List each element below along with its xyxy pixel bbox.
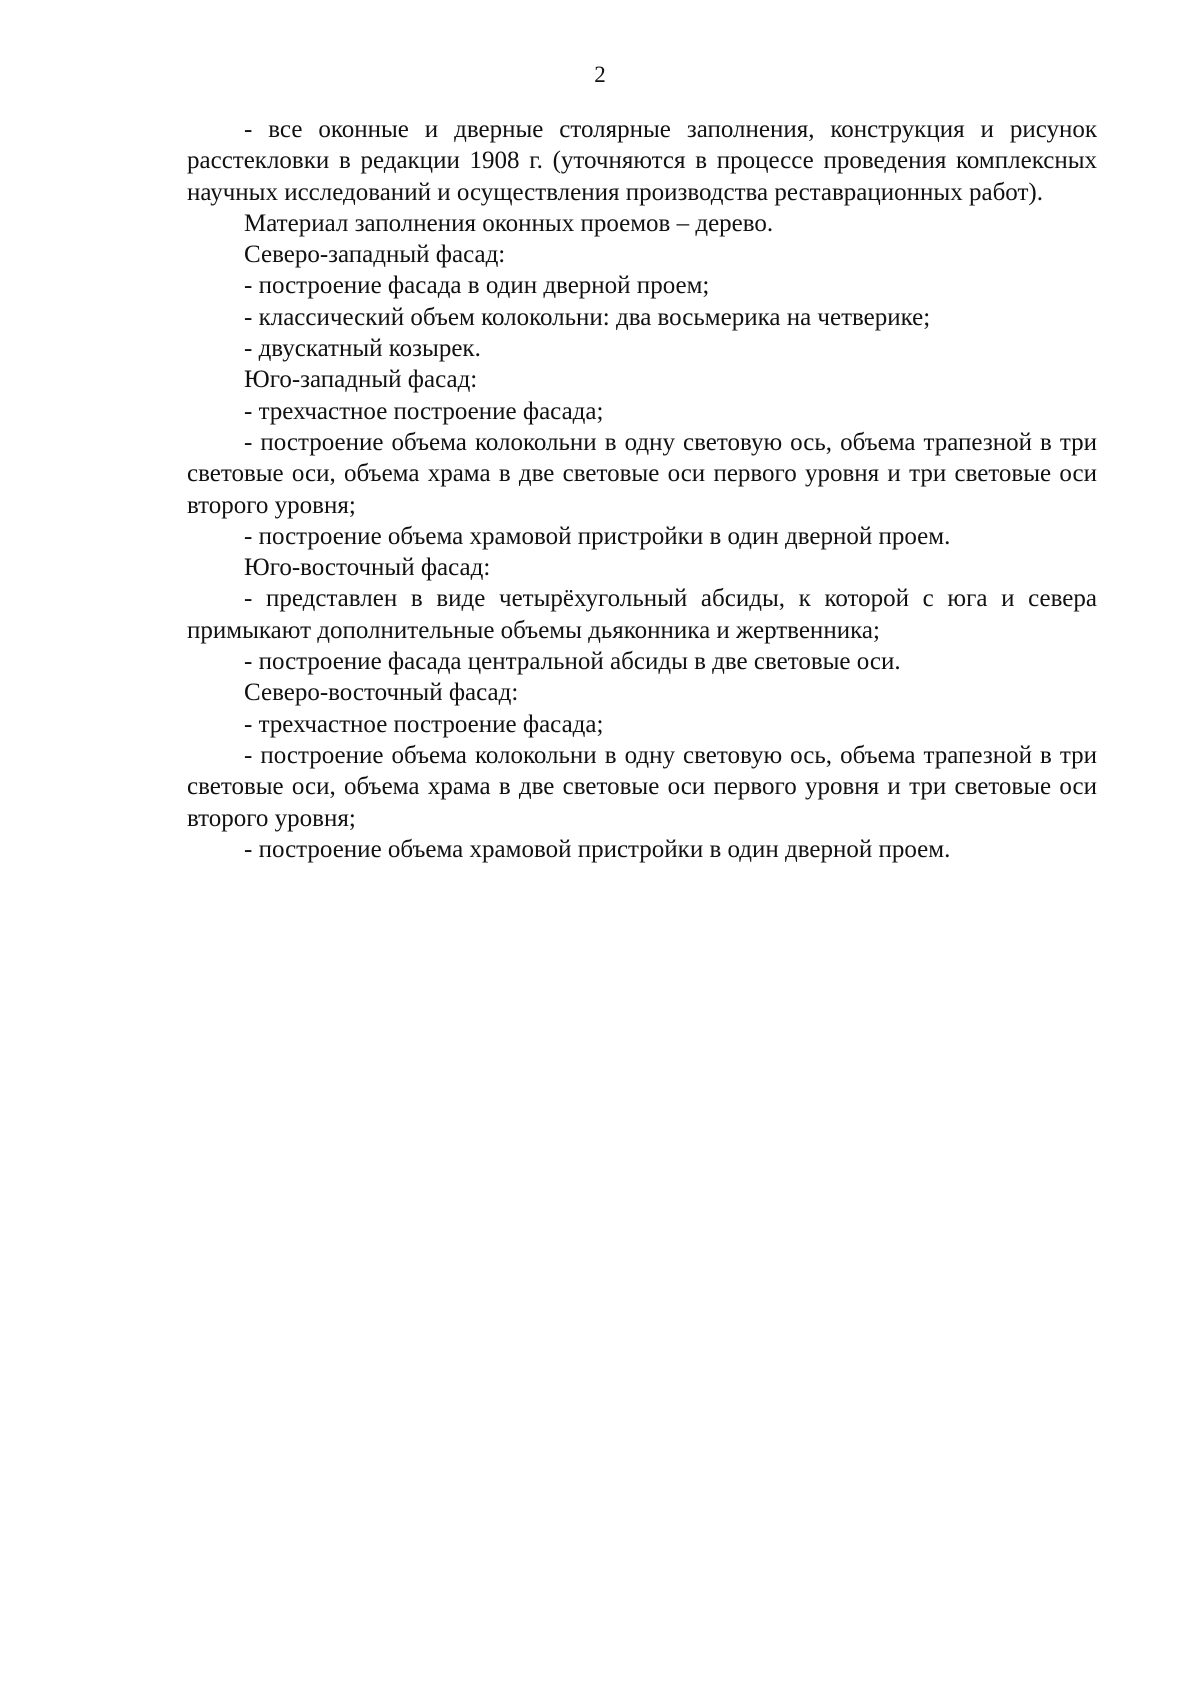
heading-northeast-facade: Северо-восточный фасад: [244, 679, 519, 707]
list-item: - классический объем колокольни: два восьмерика на четверике; [244, 303, 931, 331]
list-item: - трехчастное построение фасада; [244, 710, 604, 738]
list-item: - представлен в виде четырёхугольный абсиды, к которой с юга и севера примыкают дополнительные объемы дьяконника и жертвенника; [187, 585, 1097, 644]
heading-northwest-facade: Северо-западный фасад: [244, 241, 506, 269]
list-item: - построение объема храмовой пристройки в один дверной проем. [244, 835, 951, 863]
document-body [187, 114, 1097, 865]
page-number: 2 [594, 62, 606, 87]
heading-southwest-facade: Юго-западный фасад: [244, 366, 478, 394]
list-item: - трехчастное построение фасада; [244, 397, 604, 425]
list-item: - построение объема колокольни в одну световую ось, объема трапезной в три световые оси, объема храма в две световые оси первого уровня и три световые оси второго уровня; [187, 741, 1097, 832]
heading-southeast-facade: Юго-восточный фасад: [244, 554, 491, 582]
list-item: - двускатный козырек. [244, 335, 481, 363]
list-item: - построение фасада центральной абсиды в две световые оси. [244, 648, 901, 676]
paragraph-windows-doors: - все оконные и дверные столярные заполнения, конструкция и рисунок расстекловки в редакции 1908 г. (уточняются в процессе проведения комплексных научных исследований и осуществления производства реставрационных работ). [187, 116, 1097, 206]
list-item: - построение фасада в один дверной проем; [244, 272, 710, 300]
list-item: - построение объема храмовой пристройки в один дверной проем. [244, 522, 951, 550]
list-item: - построение объема колокольни в одну световую ось, объема трапезной в три световые оси, объема храма в две световые оси первого уровня и три световые оси второго уровня; [187, 428, 1097, 519]
paragraph-window-material: Материал заполнения оконных проемов – дерево. [244, 209, 774, 237]
